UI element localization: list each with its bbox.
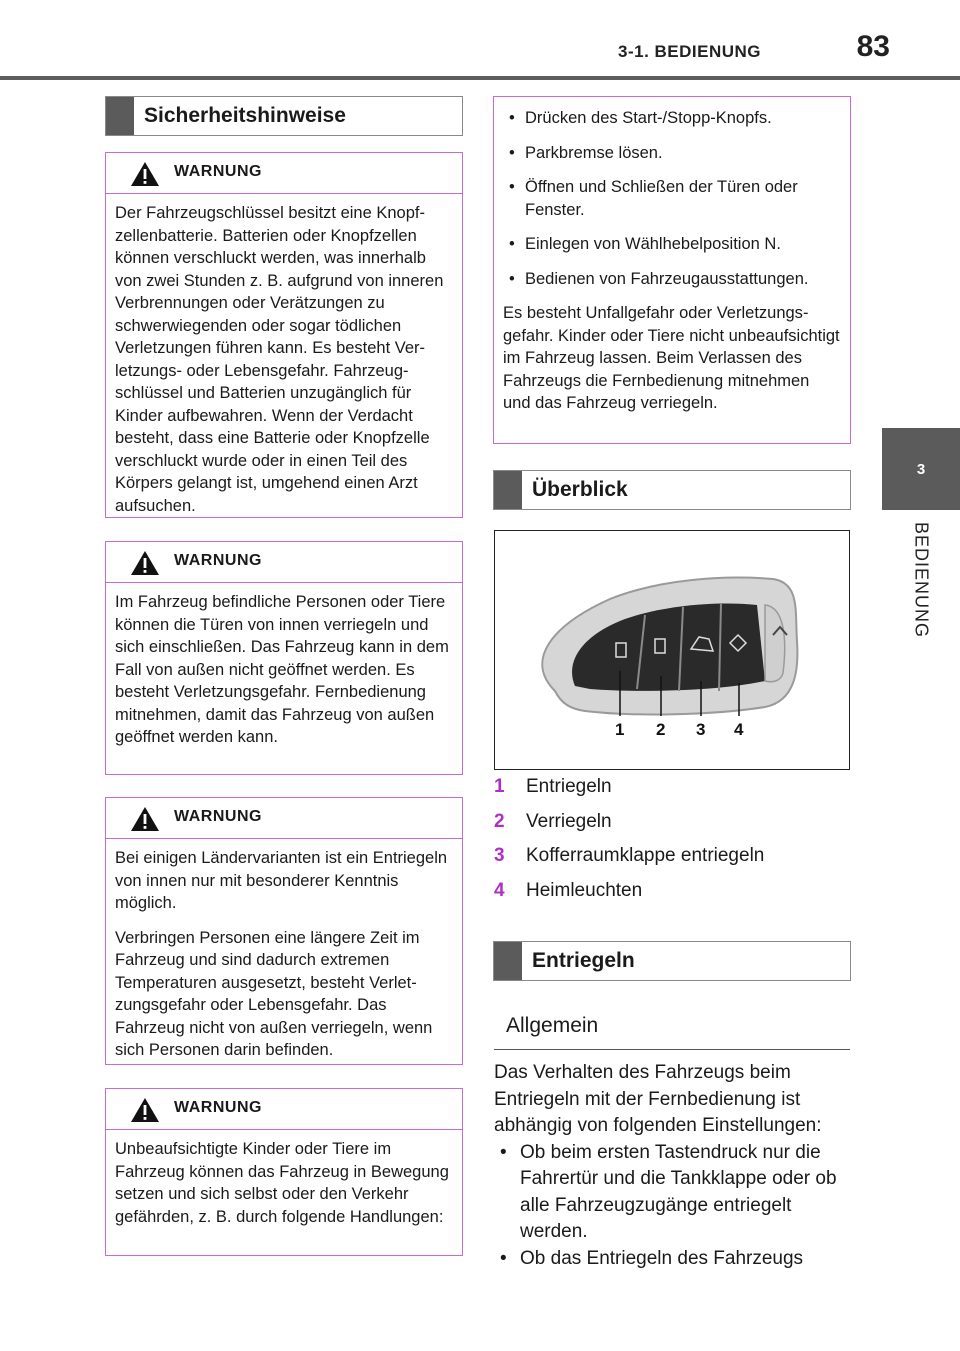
warning-triangle-icon <box>130 161 160 187</box>
figure-label-2: 2 <box>656 720 666 739</box>
figure-label-3: 3 <box>696 720 706 739</box>
warning-triangle-icon <box>130 806 160 832</box>
warning-body <box>106 583 462 759</box>
legend-item <box>494 880 854 915</box>
body-text <box>494 1060 850 1272</box>
warning-box-continued <box>493 96 851 444</box>
safety-heading <box>105 96 463 136</box>
warning-triangle-icon <box>130 550 160 576</box>
key-fob-figure <box>494 530 850 770</box>
heading-bar <box>494 471 522 509</box>
legend-text: Heimleuchten <box>526 879 643 901</box>
list-item: • Ob das Entriegeln des Fahrzeugs <box>494 1246 850 1273</box>
warning-paragraph: Bei einigen Ländervarianten ist ein Entriegeln von innen nur mit besonderer Kenntnis möglich. <box>115 849 448 912</box>
warning-body <box>494 97 850 425</box>
chapter-tab <box>882 428 960 510</box>
unlock-heading <box>493 941 851 981</box>
unlock-heading-text: Entriegeln <box>532 949 635 972</box>
page-number: 83 <box>856 30 890 63</box>
warning-paragraph: Verbringen Personen eine längere Zeit im Fahrzeug und sind dadurch extremen Temperaturen ausgesetzt, besteht Verletzungsgefahr oder Lebensgefahr. Das Fahrzeug nicht von außen verriegeln, wenn sich Personen darin befinden. <box>115 928 433 1059</box>
legend-item <box>494 776 854 811</box>
warning-title: WARNUNG <box>174 552 262 569</box>
legend-number: 1 <box>494 776 505 797</box>
list-item: • Parkbremse lösen. <box>503 142 840 165</box>
general-subheading <box>494 1004 850 1050</box>
chapter-number: 3 <box>916 460 926 478</box>
warning-header <box>106 798 462 839</box>
warning-paragraph: Es besteht Unfallgefahr oder Verletzungsgefahr. Kinder oder Tiere nicht unbeaufsichtigt im Fahrzeug lassen. Beim Verlassen des Fahrzeugs die Fernbedienung mitnehmen und das Fahrzeug verriegeln. <box>503 304 840 412</box>
warning-paragraph: Unbeaufsichtigte Kinder oder Tiere im Fahrzeug können das Fahrzeug in Bewegung setzen und sich selbst oder den Verkehr gefährden, z. B. durch folgende Handlungen: <box>115 1140 449 1226</box>
warning-title: WARNUNG <box>174 1099 262 1116</box>
warning-triangle-icon <box>130 1097 160 1123</box>
legend-item <box>494 845 854 880</box>
chapter-side-label: BEDIENUNG <box>911 521 932 639</box>
legend-number: 2 <box>494 810 505 832</box>
warning-box-4 <box>105 1088 463 1256</box>
header-section-title: 3-1. BEDIENUNG <box>618 42 762 61</box>
general-subheading-text: Allgemein <box>506 1014 599 1037</box>
overview-heading-text: Überblick <box>532 478 628 501</box>
warning-title: WARNUNG <box>174 808 262 825</box>
warning-box-2 <box>105 541 463 775</box>
bullet-list <box>503 107 840 290</box>
legend-text: Kofferraumklappe entriegeln <box>526 845 765 866</box>
warning-header <box>106 1089 462 1130</box>
warning-paragraph: Der Fahrzeugschlüssel besitzt eine Knopfzellenbatterie. Batterien oder Knopfzellen können verschluckt werden, was innerhalb von zwei Stunden z. B. aufgrund von inneren Verbrennungen oder Verätzungen zu schwerwiegenden oder sogar tödlichen Verletzungen führen kann. Es besteht Verletzungs- oder Lebensgefahr. Fahrzeugschlüssel und Batterien unzugänglich für Kinder aufbewahren. Wenn der Verdacht besteht, dass eine Batterie oder Knopfzelle verschluckt wurde oder in einen Teil des Körpers gelangt ist, umgehend einen Arzt aufsuchen. <box>115 204 444 515</box>
figure-label-1: 1 <box>615 720 625 739</box>
legend-text: Entriegeln <box>526 776 612 797</box>
safety-heading-text: Sicherheitshinweise <box>144 104 346 127</box>
list-item: • Drücken des Start-/Stopp-Knopfs. <box>503 107 840 130</box>
warning-body <box>106 194 462 527</box>
heading-bar <box>106 97 134 135</box>
figure-label-4: 4 <box>734 720 744 739</box>
warning-paragraph: Im Fahrzeug befindliche Personen oder Tiere können die Türen von innen verriegeln und sich einschließen. Das Fahrzeug kann in dem Fall von außen nicht geöffnet werden. Es besteht Verletzungsgefahr. Fernbedienung mitnehmen, damit das Fahrzeug von außen geöffnet werden kann. <box>115 593 449 746</box>
legend-number: 4 <box>494 879 505 901</box>
list-item: • Öffnen und Schließen der Türen oder Fenster. <box>503 176 840 221</box>
overview-heading <box>493 470 851 510</box>
list-item: • Bedienen von Fahrzeugausstattungen. <box>503 268 840 291</box>
list-item: • Einlegen von Wählhebelposition N. <box>503 233 840 256</box>
warning-header <box>106 153 462 194</box>
warning-header <box>106 542 462 583</box>
warning-box-3 <box>105 797 463 1065</box>
list-item: • Ob beim ersten Tastendruck nur die Fahrertür und die Tankklappe oder ob alle Fahrzeugzugänge entriegelt werden. <box>494 1140 850 1246</box>
heading-bar <box>494 942 522 980</box>
body-bullet-list <box>494 1140 850 1273</box>
warning-body <box>106 1130 462 1238</box>
legend-text: Verriegeln <box>526 810 612 832</box>
header-divider <box>0 76 960 80</box>
figure-legend <box>494 776 854 914</box>
warning-title: WARNUNG <box>174 163 262 180</box>
key-fob-illustration <box>495 531 850 770</box>
warning-box-1 <box>105 152 463 518</box>
warning-body <box>106 839 462 1072</box>
body-paragraph: Das Verhalten des Fahrzeugs beim Entriegeln mit der Fernbedienung ist abhängig von folgenden Einstellungen: <box>494 1062 822 1136</box>
legend-item <box>494 811 854 846</box>
legend-number: 3 <box>494 845 505 866</box>
